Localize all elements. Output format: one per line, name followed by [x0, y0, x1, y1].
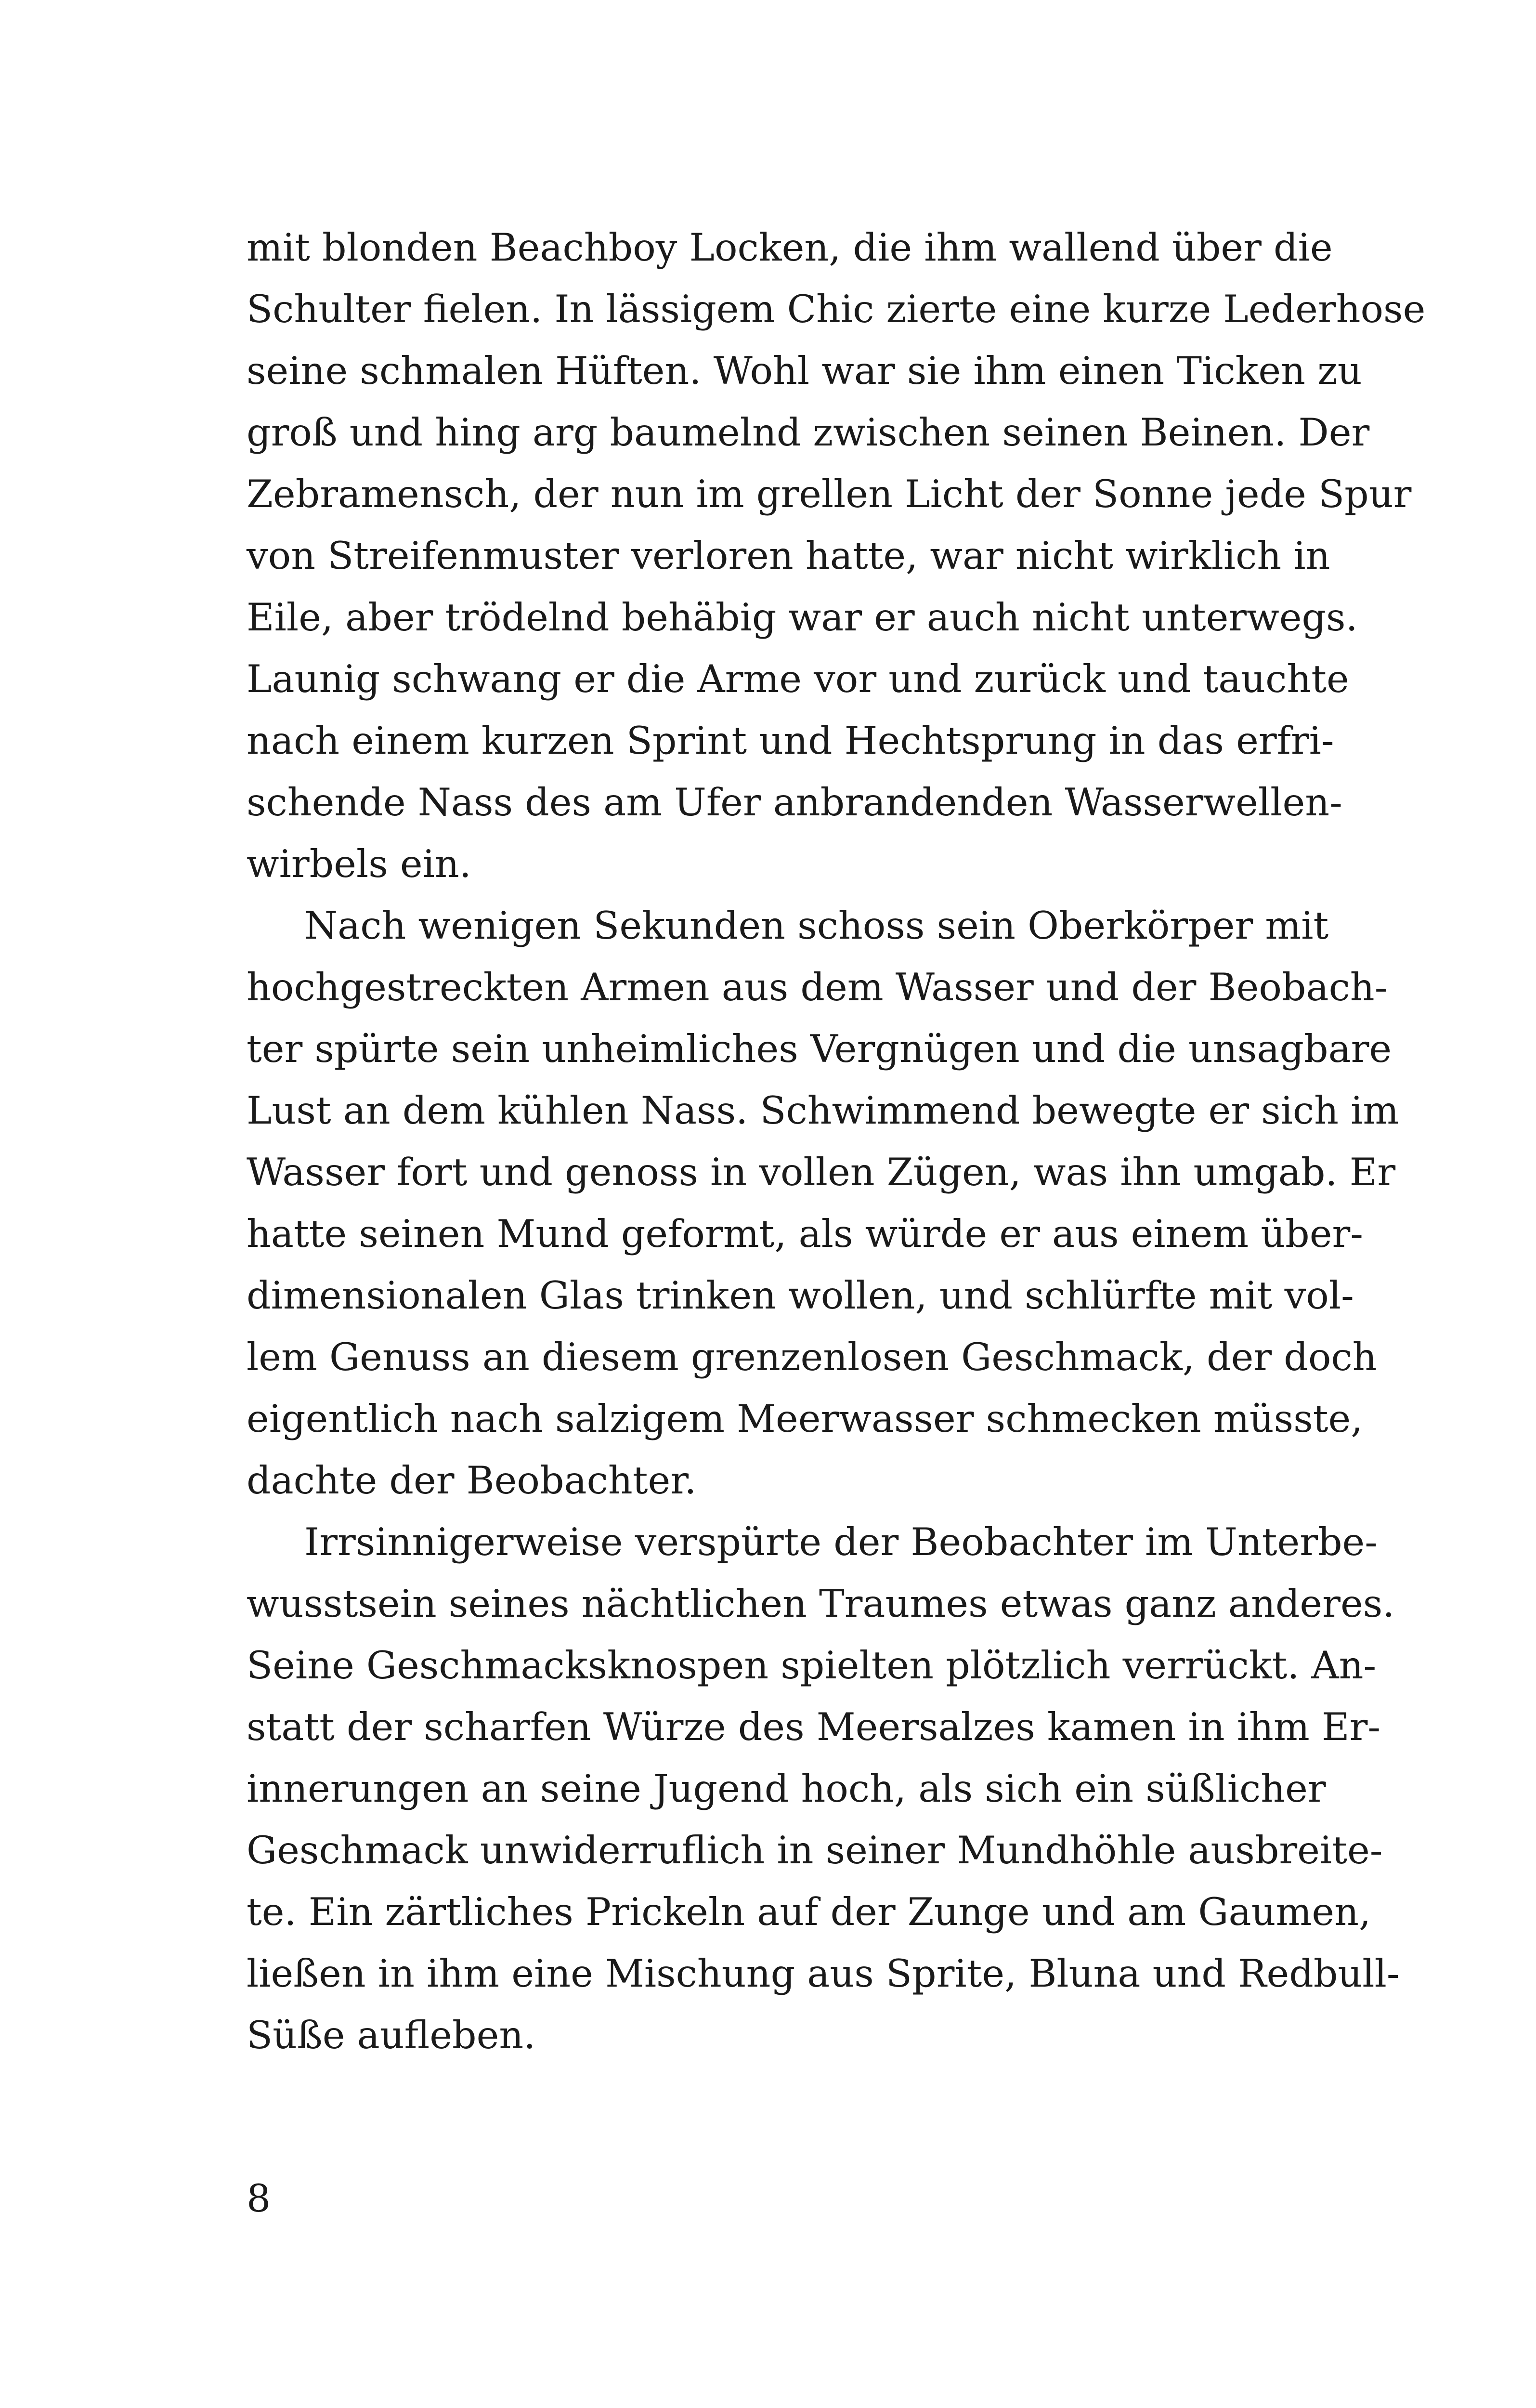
text-line: Wasser fort und genoss in vollen Zügen, was ihn umgab. Er: [247, 1150, 1396, 1194]
text-line: nach einem kurzen Sprint und Hechtsprung in das erfri-: [247, 719, 1334, 763]
text-line: eigentlich nach salzigem Meerwasser schmecken müsste,: [247, 1397, 1363, 1441]
text-line: mit blonden Beachboy Locken, die ihm wallend über die: [247, 225, 1333, 270]
text-line: Schulter fielen. In lässigem Chic zierte eine kurze Lederhose: [247, 287, 1426, 331]
text-line: innerungen an seine Jugend hoch, als sich ein süßlicher: [247, 1767, 1326, 1811]
text-line: Geschmack unwiderruflich in seiner Mundhöhle ausbreite-: [247, 1828, 1383, 1872]
text-line: Lust an dem kühlen Nass. Schwimmend bewegte er sich im: [247, 1088, 1399, 1133]
text-line: schende Nass des am Ufer anbrandenden Wasserwellen-: [247, 780, 1342, 824]
text-line: Nach wenigen Sekunden schoss sein Oberkörper mit: [304, 903, 1329, 948]
text-line: hochgestreckten Armen aus dem Wasser und der Beobach-: [247, 965, 1388, 1009]
text-line: groß und hing arg baumelnd zwischen seinen Beinen. Der: [247, 410, 1370, 455]
text-line: Irrsinnigerweise verspürte der Beobachter im Unterbe-: [304, 1520, 1378, 1564]
text-line: hatte seinen Mund geformt, als würde er aus einem über-: [247, 1212, 1363, 1256]
text-line: dimensionalen Glas trinken wollen, und schlürfte mit vol-: [247, 1273, 1354, 1318]
text-line: lem Genuss an diesem grenzenlosen Geschmack, der doch: [247, 1335, 1377, 1379]
text-line: wusstsein seines nächtlichen Traumes etwas ganz anderes.: [247, 1582, 1395, 1626]
text-line: dachte der Beobachter.: [247, 1458, 697, 1503]
text-line: statt der scharfen Würze des Meersalzes kamen in ihm Er-: [247, 1705, 1381, 1749]
text-line: ter spürte sein unheimliches Vergnügen und die unsagbare: [247, 1027, 1392, 1071]
text-line: Eile, aber trödelnd behäbig war er auch nicht unterwegs.: [247, 595, 1358, 640]
text-line: ließen in ihm eine Mischung aus Sprite, Bluna und Redbull-: [247, 1951, 1400, 1996]
text-line: wirbels ein.: [247, 842, 471, 886]
page-number: 8: [247, 2176, 271, 2221]
text-line: Launig schwang er die Arme vor und zurück und tauchte: [247, 657, 1349, 701]
text-line: Zebramensch, der nun im grellen Licht der Sonne jede Spur: [247, 472, 1412, 516]
text-line: Seine Geschmacksknospen spielten plötzlich verrückt. An-: [247, 1643, 1377, 1688]
text-line: te. Ein zärtliches Prickeln auf der Zunge und am Gaumen,: [247, 1890, 1371, 1934]
text-line: von Streifenmuster verloren hatte, war nicht wirklich in: [247, 534, 1330, 578]
text-line: Süße aufleben.: [247, 2013, 536, 2057]
body-text: [247, 217, 1426, 2066]
text-line: seine schmalen Hüften. Wohl war sie ihm einen Ticken zu: [247, 349, 1362, 393]
